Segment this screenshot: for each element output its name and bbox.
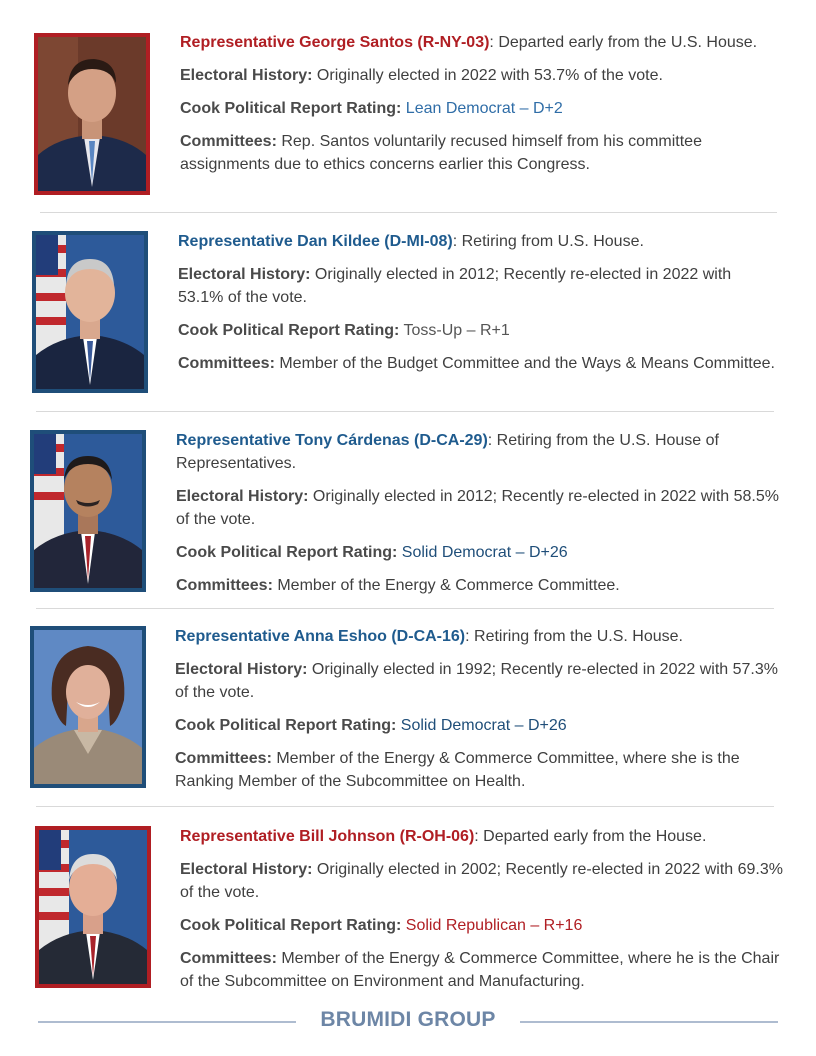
member-photo bbox=[30, 430, 146, 592]
rating-label: Cook Political Report Rating: bbox=[180, 100, 402, 117]
electoral-history-label: Electoral History: bbox=[180, 67, 313, 84]
committees-text: Rep. Santos voluntarily recused himself from his committee assignments due to ethics concerns earlier this Congress. bbox=[180, 133, 702, 173]
committees-text: Member of the Budget Committee and the Ways & Means Committee. bbox=[274, 355, 775, 372]
member-status: : Retiring from U.S. House. bbox=[452, 233, 644, 250]
rating-value: Solid Democrat – D+26 bbox=[397, 544, 568, 561]
electoral-history-label: Electoral History: bbox=[176, 488, 309, 505]
member-status: : Retiring from the U.S. House. bbox=[465, 628, 683, 645]
committees-label: Committees: bbox=[176, 577, 273, 594]
rating-value: Solid Republican – R+16 bbox=[401, 917, 583, 934]
member-photo bbox=[32, 231, 148, 393]
member-status: : Departed early from the U.S. House. bbox=[489, 34, 758, 51]
footer-brand-logo: BRUMIDI GROUP bbox=[320, 1008, 496, 1031]
committees-label: Committees: bbox=[175, 750, 272, 767]
rating-label: Cook Political Report Rating: bbox=[180, 917, 402, 934]
rating-label: Cook Political Report Rating: bbox=[175, 717, 397, 734]
committees-label: Committees: bbox=[180, 133, 277, 150]
member-photo bbox=[35, 826, 151, 988]
electoral-history-text: Originally elected in 2022 with 53.7% of the vote. bbox=[312, 67, 663, 84]
rating-label: Cook Political Report Rating: bbox=[178, 322, 400, 339]
divider bbox=[36, 411, 774, 412]
committees-text: Member of the Energy & Commerce Committee, where she is the Ranking Member of the Subcommittee on Health. bbox=[175, 750, 740, 790]
electoral-history-label: Electoral History: bbox=[178, 266, 311, 283]
member-photo bbox=[30, 626, 146, 788]
committees-text: Member of the Energy & Commerce Committee, where he is the Chair of the Subcommittee on Environment and Manufacturing. bbox=[180, 950, 780, 990]
electoral-history-text: Originally elected in 2012; Recently re-elected in 2022 with 58.5% of the vote. bbox=[176, 488, 779, 528]
member-photo bbox=[34, 33, 150, 195]
committees-label: Committees: bbox=[180, 950, 277, 967]
divider bbox=[40, 212, 777, 213]
member-name: Representative Bill Johnson (R-OH-06) bbox=[180, 828, 475, 845]
footer-rule-right bbox=[520, 1021, 778, 1023]
member-status: : Retiring from the U.S. House of Representatives. bbox=[176, 432, 719, 472]
rating-label: Cook Political Report Rating: bbox=[176, 544, 398, 561]
divider bbox=[36, 806, 774, 807]
divider bbox=[36, 608, 774, 609]
member-name: Representative George Santos (R-NY-03) bbox=[180, 34, 490, 51]
rating-value: Solid Democrat – D+26 bbox=[396, 717, 567, 734]
member-name: Representative Dan Kildee (D-MI-08) bbox=[178, 233, 453, 250]
electoral-history-text: Originally elected in 2002; Recently re-elected in 2022 with 69.3% of the vote. bbox=[180, 861, 783, 901]
member-name: Representative Tony Cárdenas (D-CA-29) bbox=[176, 432, 488, 449]
rating-value: Toss-Up – R+1 bbox=[399, 322, 510, 339]
rating-value: Lean Democrat – D+2 bbox=[401, 100, 563, 117]
electoral-history-label: Electoral History: bbox=[180, 861, 313, 878]
committees-label: Committees: bbox=[178, 355, 275, 372]
electoral-history-text: Originally elected in 2012; Recently re-elected in 2022 with 53.1% of the vote. bbox=[178, 266, 732, 306]
electoral-history-label: Electoral History: bbox=[175, 661, 308, 678]
member-status: : Departed early from the House. bbox=[474, 828, 707, 845]
committees-text: Member of the Energy & Commerce Committee. bbox=[272, 577, 620, 594]
member-name: Representative Anna Eshoo (D-CA-16) bbox=[175, 628, 466, 645]
electoral-history-text: Originally elected in 1992; Recently re-elected in 2022 with 57.3% of the vote. bbox=[175, 661, 778, 701]
